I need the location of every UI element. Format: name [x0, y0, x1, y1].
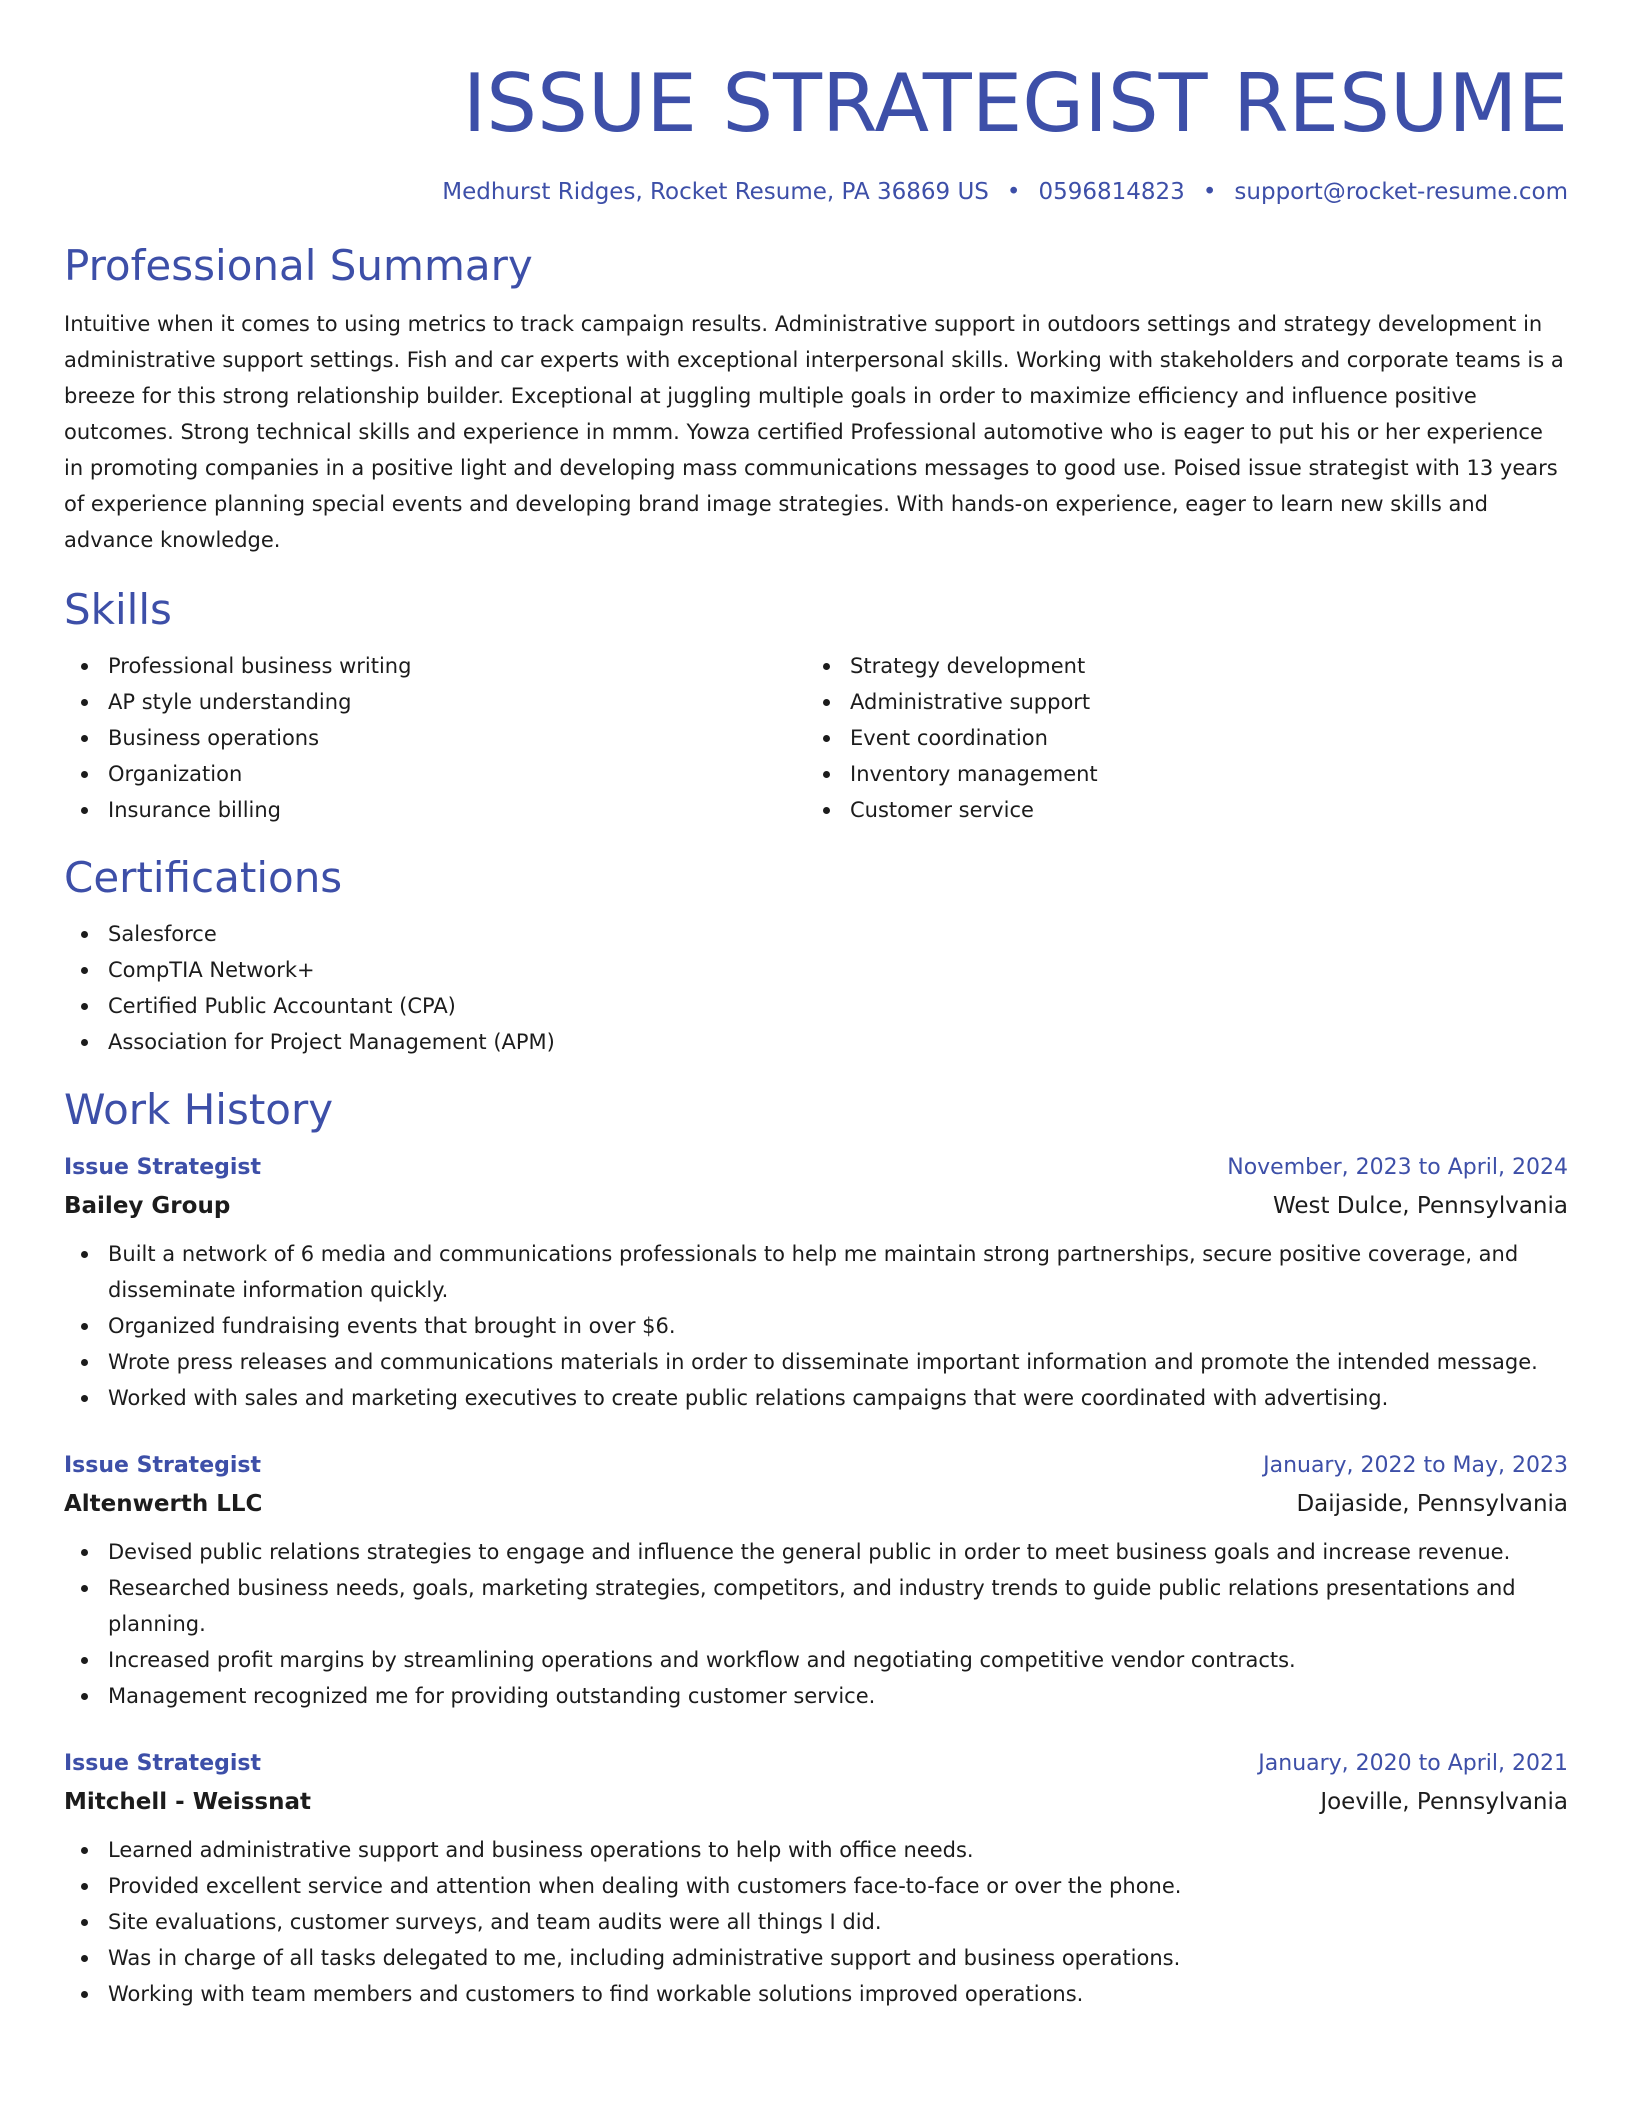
- job-duties-list: [64, 1236, 1568, 1416]
- skill-item: Event coordination: [850, 720, 1548, 756]
- skill-item: Business operations: [108, 720, 806, 756]
- job-duty-item: Management recognized me for providing outstanding customer service.: [108, 1678, 1568, 1714]
- job-entry: [64, 1150, 1568, 1416]
- summary-heading: Professional Summary: [64, 241, 533, 290]
- job-dates: November, 2023 to April, 2024: [1227, 1155, 1568, 1180]
- job-location: Daijaside, Pennsylvania: [1296, 1491, 1568, 1517]
- skill-item: Inventory management: [850, 756, 1548, 792]
- job-duty-item: Site evaluations, customer surveys, and team audits were all things I did.: [108, 1904, 1568, 1940]
- job-duty-item: Learned administrative support and business operations to help with office needs.: [108, 1832, 1568, 1868]
- job-duty-item: Was in charge of all tasks delegated to me, including administrative support and business operations.: [108, 1940, 1568, 1976]
- job-duty-item: Organized fundraising events that brought in over $6.: [108, 1308, 1568, 1344]
- certification-item: Certified Public Accountant (CPA): [108, 988, 1568, 1024]
- contact-separator: •: [1202, 179, 1217, 205]
- resume-title: ISSUE STRATEGIST RESUME: [462, 57, 1568, 150]
- skills-column-right: [806, 648, 1548, 828]
- skills-list-left: [64, 648, 806, 828]
- skill-item: Professional business writing: [108, 648, 806, 684]
- skills-column-left: [64, 648, 806, 828]
- job-duty-item: Wrote press releases and communications materials in order to disseminate important information and promote the intended message.: [108, 1344, 1568, 1380]
- job-company-row: [64, 1782, 1568, 1822]
- skill-item: AP style understanding: [108, 684, 806, 720]
- job-duty-item: Devised public relations strategies to engage and influence the general public in order to meet business goals and increase revenue.: [108, 1534, 1568, 1570]
- job-title: Issue Strategist: [64, 1751, 262, 1776]
- contact-email: support@rocket-resume.com: [1234, 179, 1568, 205]
- job-duty-item: Worked with sales and marketing executives to create public relations campaigns that were coordinated with advertising.: [108, 1380, 1568, 1416]
- contact-line: [64, 176, 1568, 208]
- job-company-row: [64, 1186, 1568, 1226]
- certification-item: CompTIA Network+: [108, 952, 1568, 988]
- job-header-row: [64, 1448, 1568, 1484]
- resume-page: [64, 0, 1568, 2012]
- skill-item: Insurance billing: [108, 792, 806, 828]
- skills-grid: [64, 648, 1568, 828]
- job-entry: [64, 1746, 1568, 2012]
- job-duty-item: Provided excellent service and attention when dealing with customers face-to-face or over the phone.: [108, 1868, 1568, 1904]
- certification-item: Association for Project Management (APM): [108, 1024, 1568, 1060]
- contact-address: Medhurst Ridges, Rocket Resume, PA 36869 US: [442, 179, 989, 205]
- job-title: Issue Strategist: [64, 1155, 262, 1180]
- skill-item: Administrative support: [850, 684, 1548, 720]
- job-company: Altenwerth LLC: [64, 1491, 263, 1517]
- job-dates: January, 2022 to May, 2023: [1263, 1453, 1568, 1478]
- skill-item: Organization: [108, 756, 806, 792]
- job-duty-item: Built a network of 6 media and communications professionals to help me maintain strong partnerships, secure positive coverage, and disseminate information quickly.: [108, 1236, 1568, 1308]
- job-duties-list: [64, 1832, 1568, 2012]
- work-history-heading: Work History: [64, 1085, 334, 1134]
- skill-item: Customer service: [850, 792, 1548, 828]
- job-duty-item: Increased profit margins by streamlining operations and workflow and negotiating competitive vendor contracts.: [108, 1642, 1568, 1678]
- job-company-row: [64, 1484, 1568, 1524]
- contact-phone: 0596814823: [1038, 179, 1185, 205]
- job-company: Bailey Group: [64, 1193, 231, 1219]
- job-entry: [64, 1448, 1568, 1714]
- skills-list-right: [806, 648, 1548, 828]
- job-location: Joeville, Pennsylvania: [1320, 1789, 1568, 1815]
- job-company: Mitchell - Weissnat: [64, 1789, 312, 1815]
- summary-text: Intuitive when it comes to using metrics to track campaign results. Administrative support in outdoors settings and strategy development in administrative support settings. Fish and car experts with exceptional interpersonal skills. Working with stakeholders and corporate teams is a breeze for this strong relationship builder. Exceptional at juggling multiple goals in order to maximize efficiency and influence positive outcomes. Strong technical skills and experience in mmm. Yowza certified Professional automotive who is eager to put his or her experience in promoting companies in a positive light and developing mass communications messages to good use. Poised issue strategist with 13 years of experience planning special events and developing brand image strategies. With hands-on experience, eager to learn new skills and advance knowledge.: [64, 312, 1564, 552]
- skill-item: Strategy development: [850, 648, 1548, 684]
- job-title: Issue Strategist: [64, 1453, 262, 1478]
- contact-separator: •: [1006, 179, 1021, 205]
- certifications-heading: Certifications: [64, 853, 343, 902]
- job-duty-item: Researched business needs, goals, marketing strategies, competitors, and industry trends to guide public relations presentations and planning.: [108, 1570, 1568, 1642]
- skills-heading: Skills: [64, 585, 172, 634]
- certification-item: Salesforce: [108, 916, 1568, 952]
- job-duty-item: Working with team members and customers to find workable solutions improved operations.: [108, 1976, 1568, 2012]
- job-header-row: [64, 1746, 1568, 1782]
- certifications-list: [64, 916, 1568, 1060]
- job-dates: January, 2020 to April, 2021: [1258, 1751, 1568, 1776]
- job-header-row: [64, 1150, 1568, 1186]
- job-duties-list: [64, 1534, 1568, 1714]
- job-location: West Dulce, Pennsylvania: [1272, 1193, 1568, 1219]
